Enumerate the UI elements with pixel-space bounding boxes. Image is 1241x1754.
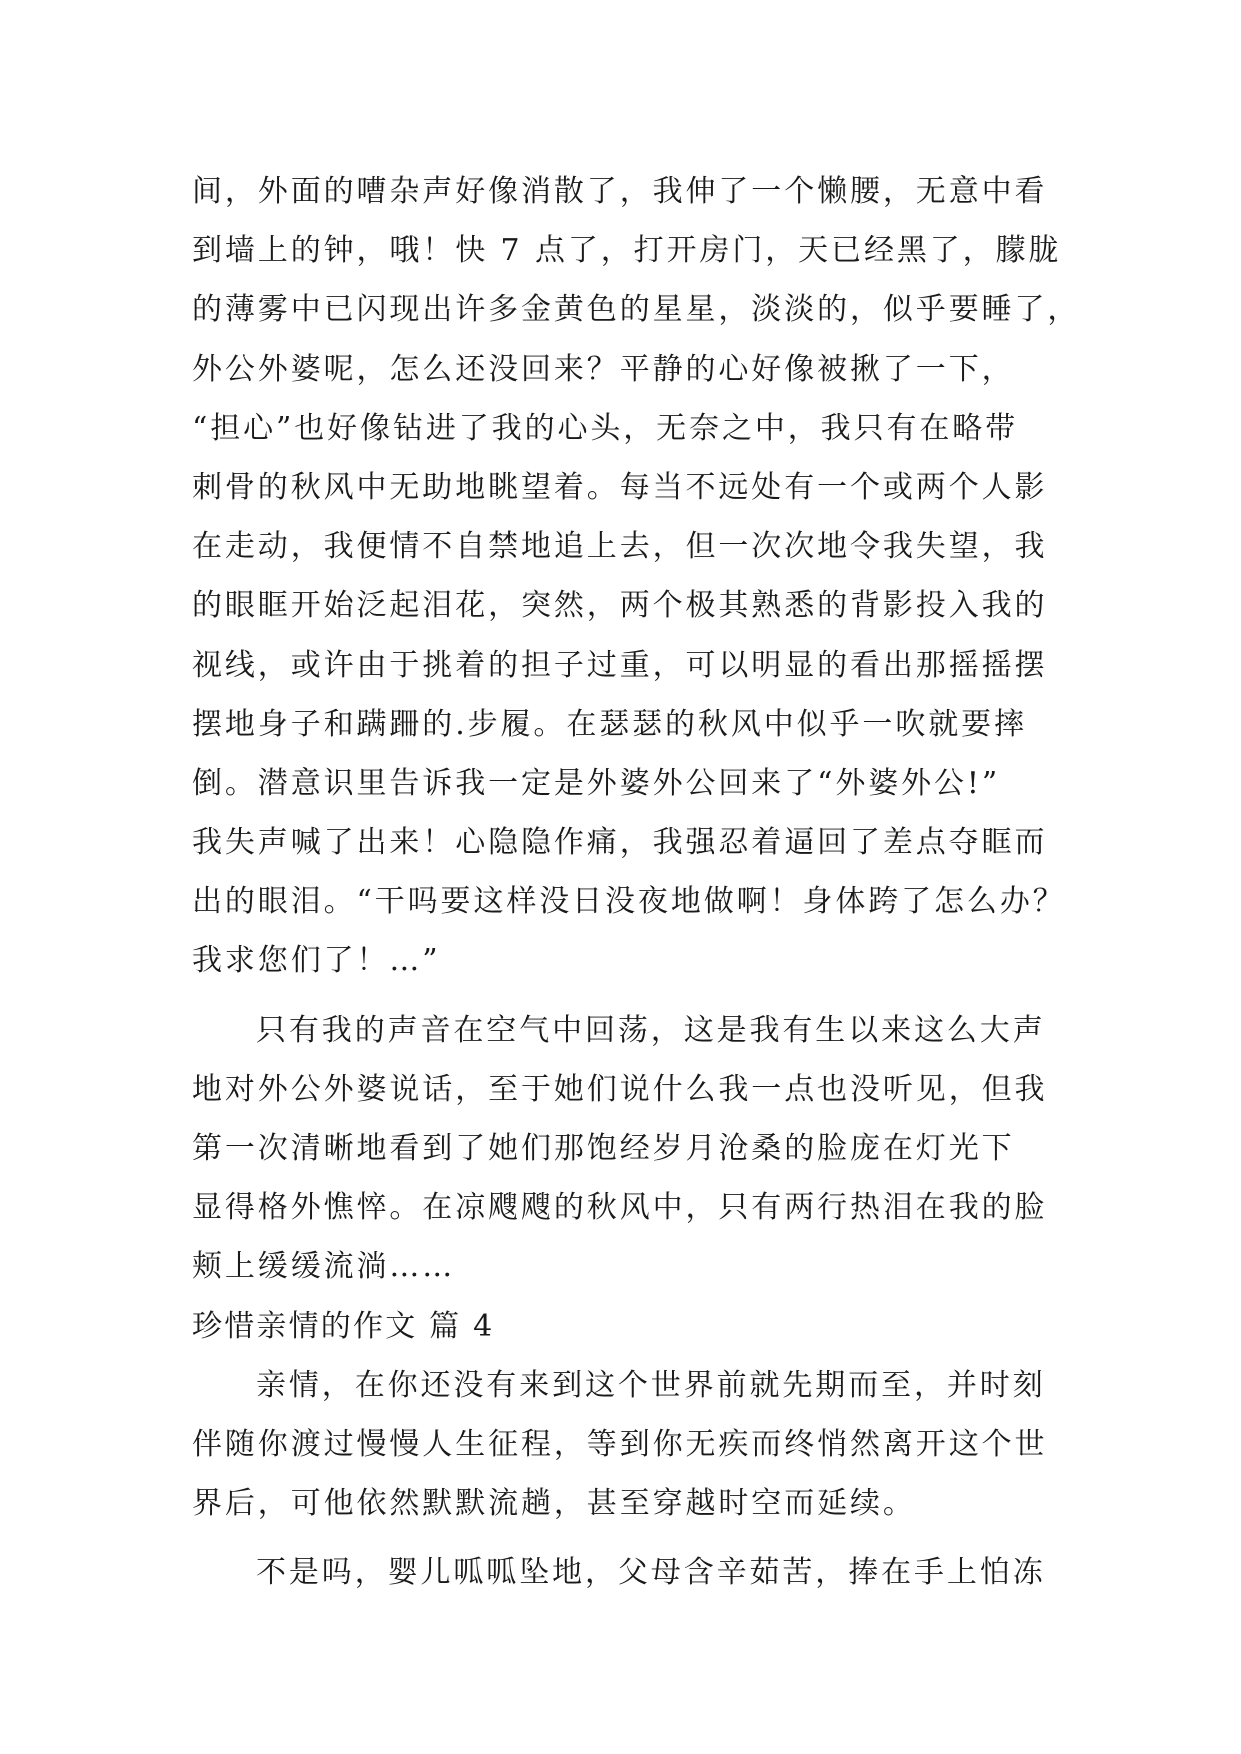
text-line: 颊上缓缓流淌…… <box>192 1249 456 1285</box>
document-body <box>192 162 1081 1603</box>
text-line: 只有我的声音在空气中回荡，这是我有生以来这么大声 <box>256 1012 1046 1048</box>
text-line: 到墙上的钟，哦！快 7 点了，打开房门，天已经黑了，朦胧 <box>192 233 1062 269</box>
text-line: 伴随你渡过慢慢人生征程，等到你无疾而终悄然离开这个世 <box>192 1426 1048 1462</box>
text-line: 视线，或许由于挑着的担子过重，可以明显的看出那摇摇摆 <box>192 647 1048 683</box>
text-line: 显得格外憔悴。在凉飕飕的秋风中，只有两行热泪在我的脸 <box>192 1190 1048 1226</box>
paragraph-4 <box>192 1543 1062 1602</box>
paragraph-1 <box>192 162 1081 991</box>
text-line: 倒。潜意识里告诉我一定是外婆外公回来了“外婆外公!” <box>192 765 1001 801</box>
text-line: 摆地身子和蹒跚的.步履。在瑟瑟的秋风中似乎一吹就要摔 <box>192 706 1027 742</box>
paragraph-2 <box>192 1001 1062 1297</box>
text-line: 第一次清晰地看到了她们那饱经岁月沧桑的脸庞在灯光下 <box>192 1131 1015 1166</box>
text-line: 不是吗，婴儿呱呱坠地，父母含辛茹苦，捧在手上怕冻 <box>256 1555 1046 1591</box>
section-heading: 珍惜亲情的作文 篇 4 <box>192 1308 495 1344</box>
text-line: 我求您们了！…” <box>192 943 441 979</box>
text-line: 界后，可他依然默默流趟，甚至穿越时空而延续。 <box>192 1486 916 1522</box>
text-line: 地对外公外婆说话，至于她们说什么我一点也没听见，但我 <box>192 1071 1048 1107</box>
text-line: “担心”也好像钻进了我的心头，无奈之中，我只有在略带 <box>192 410 1019 446</box>
paragraph-3 <box>192 1356 1062 1534</box>
text-line: 的眼眶开始泛起泪花，突然，两个极其熟悉的背影投入我的 <box>192 588 1048 624</box>
text-line: 我失声喊了出来！心隐隐作痛，我强忍着逼回了差点夺眶而 <box>192 825 1048 861</box>
paragraph-spacer <box>192 1533 1062 1543</box>
text-line: 外公外婆呢，怎么还没回来？平静的心好像被揪了一下， <box>192 351 1015 387</box>
text-line: 的薄雾中已闪现出许多金黄色的星星，淡淡的，似乎要睡了， <box>192 292 1081 328</box>
text-line: 间，外面的嘈杂声好像消散了，我伸了一个懒腰，无意中看 <box>192 174 1048 209</box>
paragraph-spacer <box>192 991 1062 1001</box>
text-line: 在走动，我便情不自禁地追上去，但一次次地令我失望，我 <box>192 529 1048 565</box>
text-line: 亲情，在你还没有来到这个世界前就先期而至，并时刻 <box>256 1367 1046 1403</box>
text-line: 出的眼泪。“干吗要这样没日没夜地做啊！身体跨了怎么办？ <box>192 884 1066 920</box>
text-line: 刺骨的秋风中无助地眺望着。每当不远处有一个或两个人影 <box>192 469 1048 505</box>
